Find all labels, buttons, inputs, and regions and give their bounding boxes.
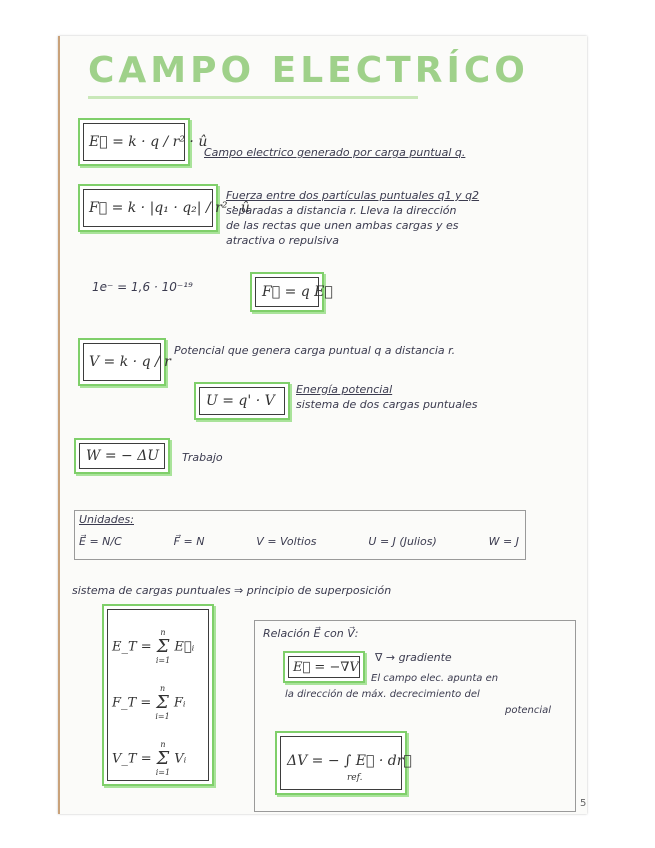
nabla-note: ∇ → gradiente	[375, 651, 452, 664]
formula-box-e-field	[78, 118, 208, 166]
formula-energy: U = q' · V	[206, 393, 275, 409]
electron-charge: 1e⁻ = 1,6 · 10⁻¹⁹	[92, 280, 193, 294]
relation-heading: Relación E⃗ con V⃗:	[263, 627, 359, 640]
formula-f-qe: F⃗ = q E⃗	[262, 284, 333, 300]
note-coulomb-line1: Fuerza entre dos partículas puntuales q1 y q2	[226, 189, 480, 202]
formula-box-coulomb	[78, 184, 250, 232]
formula-gradient: E⃗ = −∇V	[293, 660, 359, 675]
units-box	[74, 510, 526, 560]
title-underline	[88, 96, 418, 99]
units-heading: Unidades:	[79, 513, 134, 526]
page-title: CAMPO ELECTRÍCO	[88, 50, 529, 91]
notebook-page	[58, 36, 587, 814]
note-coulomb-line2: separadas a distancia r. Lleva la dirección	[226, 204, 457, 217]
relation-desc3: potencial	[505, 705, 552, 716]
note-energy	[296, 382, 566, 412]
formula-box-potential	[78, 338, 171, 386]
formula-box-gradient	[283, 651, 365, 683]
formula-delta-v: ΔV = − ∫ E⃗ · dr⃗	[287, 753, 412, 769]
formula-work: W = − ΔU	[86, 448, 160, 464]
sum-e: E_T = n Σ i=1 E⃗ᵢ	[112, 628, 195, 665]
sum-f: F_T = n Σ i=1 Fᵢ	[112, 684, 186, 721]
sum-v: V_T = n Σ i=1 Vᵢ	[112, 740, 187, 777]
formula-box-work	[74, 438, 170, 474]
formula-box-f-qe	[250, 272, 333, 312]
note-energy-label: Energía potencial	[296, 383, 393, 396]
note-coulomb	[226, 188, 566, 248]
formula-coulomb: F⃗ = k · |q₁ · q₂| / r² · û	[89, 200, 250, 216]
unit-w: W = J	[488, 535, 519, 548]
sigma-icon: Σ	[156, 636, 170, 657]
formula-box-superposition	[102, 604, 214, 786]
units-list	[79, 535, 519, 548]
relation-box	[254, 620, 576, 812]
integral-limit: ref.	[347, 773, 363, 783]
note-coulomb-line4: atractiva o repulsiva	[226, 234, 340, 247]
unit-e: E⃗ = N/C	[79, 535, 122, 548]
sigma-icon: Σ	[156, 748, 170, 769]
note-potential: Potencial que genera carga puntual q a distancia r.	[174, 344, 456, 357]
relation-desc2: la dirección de máx. decrecimiento del	[285, 689, 480, 700]
formula-e-field: E⃗ = k · q / r² · û	[89, 134, 208, 150]
note-energy-desc: sistema de dos cargas puntuales	[296, 398, 478, 411]
superposition-heading: sistema de cargas puntuales ⇒ principio de superposición	[72, 584, 392, 597]
note-work: Trabajo	[182, 451, 223, 464]
relation-desc1: El campo elec. apunta en	[371, 673, 499, 684]
unit-v: V = Voltios	[256, 535, 317, 548]
note-e-field	[204, 145, 574, 160]
unit-f: F⃗ = N	[173, 535, 205, 548]
note-coulomb-line3: de las rectas que unen ambas cargas y es	[226, 219, 459, 232]
note-e-field-text: Campo electrico generado por carga puntual q.	[204, 146, 466, 159]
page-number: 5	[580, 798, 587, 809]
unit-u: U = J (Julios)	[368, 535, 437, 548]
sigma-icon: Σ	[156, 692, 169, 713]
formula-box-delta-v	[275, 731, 412, 795]
formula-box-energy	[194, 382, 290, 420]
formula-potential: V = k · q / r	[89, 354, 171, 370]
